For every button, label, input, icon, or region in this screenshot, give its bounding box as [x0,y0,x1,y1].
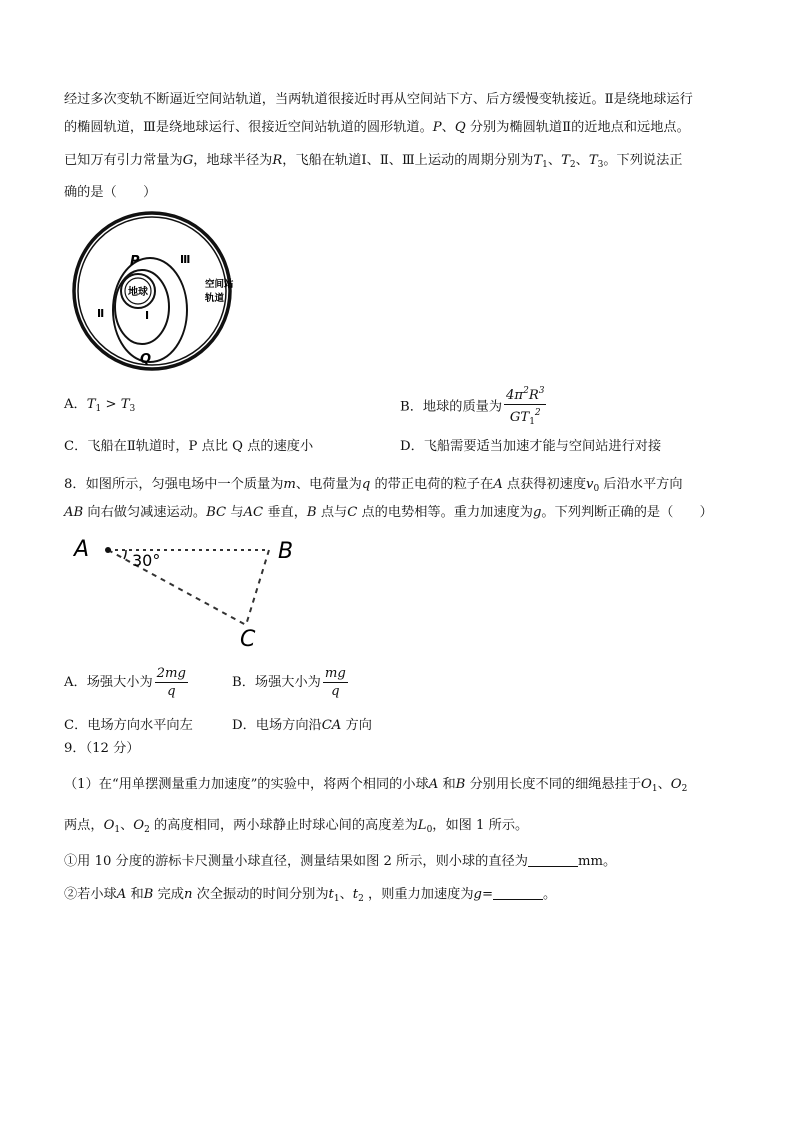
q7-option-a[interactable]: A．$T_1 > T_3$ [64,397,136,414]
particle-dot [105,547,111,553]
station-label-1: 空间站 [205,279,234,290]
q7-line-3: 已知万有引力常量为G，地球半径为R，飞船在轨道Ⅰ、Ⅱ、Ⅲ上运动的周期分别为$T_1$、$T_2$、$T_3$。下列说法正 [64,153,683,170]
q8-option-c[interactable]: C．电场方向水平向左 [64,718,193,733]
line-AC [108,550,246,625]
q8-option-d[interactable]: D．电场方向沿CA 方向 [232,718,372,733]
point-B: B [278,539,294,564]
diameter-answer-blank[interactable] [528,852,578,867]
q8-line-2: AB 向右做匀减速运动。BC 与AC 垂直，B 点与C 点的电势相等。重力加速度为g。下列判断正确的是（ ） [64,505,713,520]
point-C: C [240,627,256,652]
q7-option-c[interactable]: C．飞船在Ⅱ轨道时，P 点比 Q 点的速度小 [64,439,314,454]
q9-line-2: 两点，$O_1$、$O_2$ 的高度相同，两小球静止时球心间的高度差为$L_0$，如图 1 所示。 [64,818,529,835]
station-label-2: 轨道 [205,293,225,304]
gravity-answer-blank[interactable] [493,885,543,900]
q9-line-4: ②若小球A 和B 完成n 次全振动的时间分别为$t_1$、$t_2$ ，则重力加速度为g= 。 [64,887,557,904]
q9-line-3: ①用 10 分度的游标卡尺测量小球直径，测量结果如图 2 所示，则小球的直径为 mm。 [64,854,617,869]
label-orbit-III: Ⅲ [180,253,191,266]
label-orbit-II: Ⅱ [97,307,105,320]
field-triangle-figure [64,528,314,657]
angle-label: 30° [132,551,161,570]
q9-line-1: （1）在“用单摆测量重力加速度”的实验中，将两个相同的小球A 和B 分别用长度不同的细绳悬挂于$O_1$、$O_2$ [64,777,688,794]
earth-label: 地球 [128,287,148,298]
q7-line-2: 的椭圆轨道，Ⅲ是绕地球运行、很接近空间站轨道的圆形轨道。P、Q 分别为椭圆轨道Ⅱ的近地点和远地点。 [64,120,690,135]
q7-option-b[interactable]: B．地球的质量为 $\frac{4\pi^2R^3}{GT_1^2}$ [400,383,546,431]
label-Q: Q [140,352,152,367]
q9-title: 9．（12 分） [64,741,140,756]
q7-option-d[interactable]: D．飞船需要适当加速才能与空间站进行对接 [400,439,662,454]
angle-arc [124,550,126,559]
q8-option-a[interactable]: A．场强大小为 $\frac{2mg}{q}$ [64,666,186,699]
label-orbit-I: Ⅰ [145,309,150,322]
q8-line-1: 8．如图所示，匀强电场中一个质量为m、电荷量为q 的带正电荷的粒子在A 点获得初速度$v_0$ 后沿水平方向 [64,477,683,494]
line-BC [246,550,269,625]
orbit-II-ellipse [113,258,187,362]
label-P: P [130,254,140,269]
q7-line-4: 确的是（ ） [64,185,157,200]
q8-option-b[interactable]: B．场强大小为 $\frac{mg}{q}$ [232,666,346,699]
q7-line-1: 经过多次变轨不断逼近空间站轨道，当两轨道很接近时再从空间站下方、后方缓慢变轨接近。Ⅱ是绕地球运行 [64,92,693,107]
orbit-figure [62,205,262,379]
point-A: A [74,537,90,562]
